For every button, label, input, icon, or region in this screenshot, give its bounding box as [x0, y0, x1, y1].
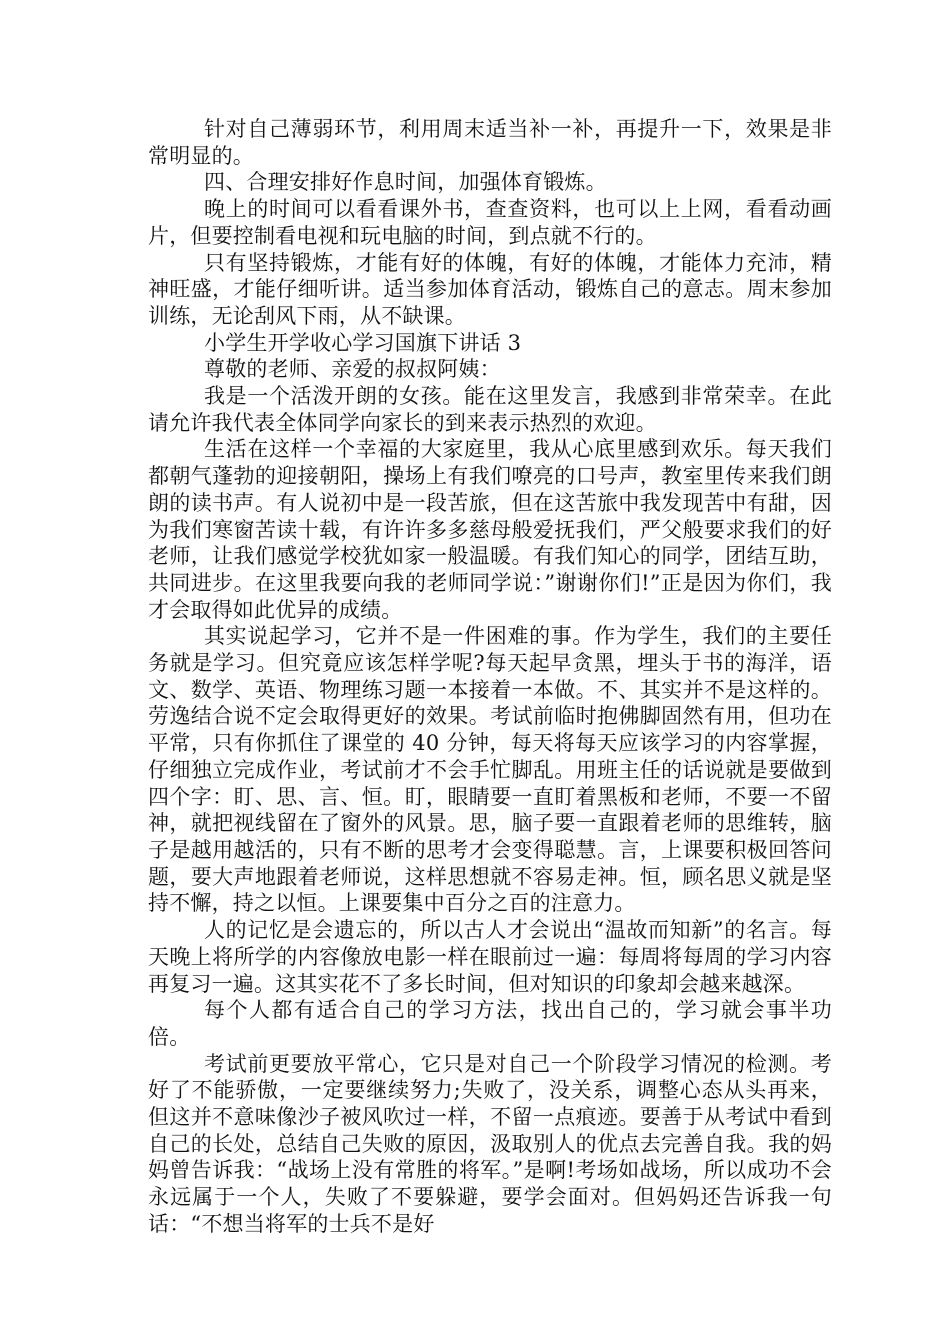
- document-body: [148, 116, 832, 1238]
- paragraph-7: 人的记忆是会遗忘的，所以古人才会说出“温故而知新”的名言。每天晚上将所学的内容像放电影一样在眼前过一遍：每周将每周的学习内容再复习一遍。这其实花不了多长时间，但对知识的印象却会越来越深。: [148, 918, 832, 996]
- paragraph-2: 晚上的时间可以看看课外书，查查资料，也可以上上网，看看动画片，但要控制看电视和玩电脑的时间，到点就不行的。: [148, 197, 832, 248]
- paragraph-9: 考试前更要放平常心，它只是对自己一个阶段学习情况的检测。考好了不能骄傲，一定要继续努力;失败了，没关系，调整心态从头再来，但这并不意味像沙子被风吹过一样，不留一点痕迹。要善于从考试中看到自己的长处，总结自己失败的原因，汲取别人的优点去完善自我。我的妈妈曾告诉我：“战场上没有常胜的将军。”是啊!考场如战场，所以成功不会永远属于一个人，失败了不要躲避，要学会面对。但妈妈还告诉我一句话：“不想当将军的士兵不是好: [148, 1051, 832, 1236]
- section-heading-4: 四、合理安排好作息时间，加强体育锻炼。: [204, 170, 607, 195]
- salutation: 尊敬的老师、亲爱的叔叔阿姨：: [204, 357, 501, 382]
- paragraph-3: 只有坚持锻炼，才能有好的体魄，有好的体魄，才能体力充沛，精神旺盛，才能仔细听讲。适当参加体育活动，锻炼自己的意志。周末参加训练，无论刮风下雨，从不缺课。: [148, 250, 832, 328]
- paragraph-6: 其实说起学习，它并不是一件困难的事。作为学生，我们的主要任务就是学习。但究竟应该怎样学呢?每天起早贪黑，埋头于书的海洋，语文、数学、英语、物理练习题一本接着一本做。不、其实并不是这样的。劳逸结合说不定会取得更好的效果。考试前临时抱佛脚固然有用，但功在平常，只有你抓住了课堂的 40 分钟，每天将每天应该学习的内容掌握，仔细独立完成作业，考试前才不会手忙脚乱。用班主任的话说就是要做到四个字：盯、思、言、恒。盯，眼睛要一直盯着黑板和老师，不要一不留神，就把视线留在了窗外的风景。思，脑子要一直跟着老师的思维转，脑子是越用越活的，只有不断的思考才会变得聪慧。言，上课要积极回答问题，要大声地跟着老师说，这样思想就不容易走神。恒，顾名思义就是坚持不懈，持之以恒。上课要集中百分之百的注意力。: [148, 624, 832, 916]
- paragraph-4: 我是一个活泼开朗的女孩。能在这里发言，我感到非常荣幸。在此请允许我代表全体同学向家长的到来表示热烈的欢迎。: [148, 384, 832, 435]
- article-title: 小学生开学收心学习国旗下讲话 3: [204, 330, 522, 355]
- paragraph-8: 每个人都有适合自己的学习方法，找出自己的，学习就会事半功倍。: [148, 998, 832, 1049]
- paragraph-5: 生活在这样一个幸福的大家庭里，我从心底里感到欢乐。每天我们都朝气蓬勃的迎接朝阳，操场上有我们嘹亮的口号声，教室里传来我们朗朗的读书声。有人说初中是一段苦旅，但在这苦旅中我发现苦中有甜，因为我们寒窗苦读十载，有许许多多慈母般爱抚我们，严父般要求我们的好老师，让我们感觉学校犹如家一般温暖。有我们知心的同学，团结互助，共同进步。在这里我要向我的老师同学说：”谢谢你们!”正是因为你们，我才会取得如此优异的成绩。: [148, 437, 832, 622]
- paragraph-1: 针对自己薄弱环节，利用周末适当补一补，再提升一下，效果是非常明显的。: [148, 117, 832, 168]
